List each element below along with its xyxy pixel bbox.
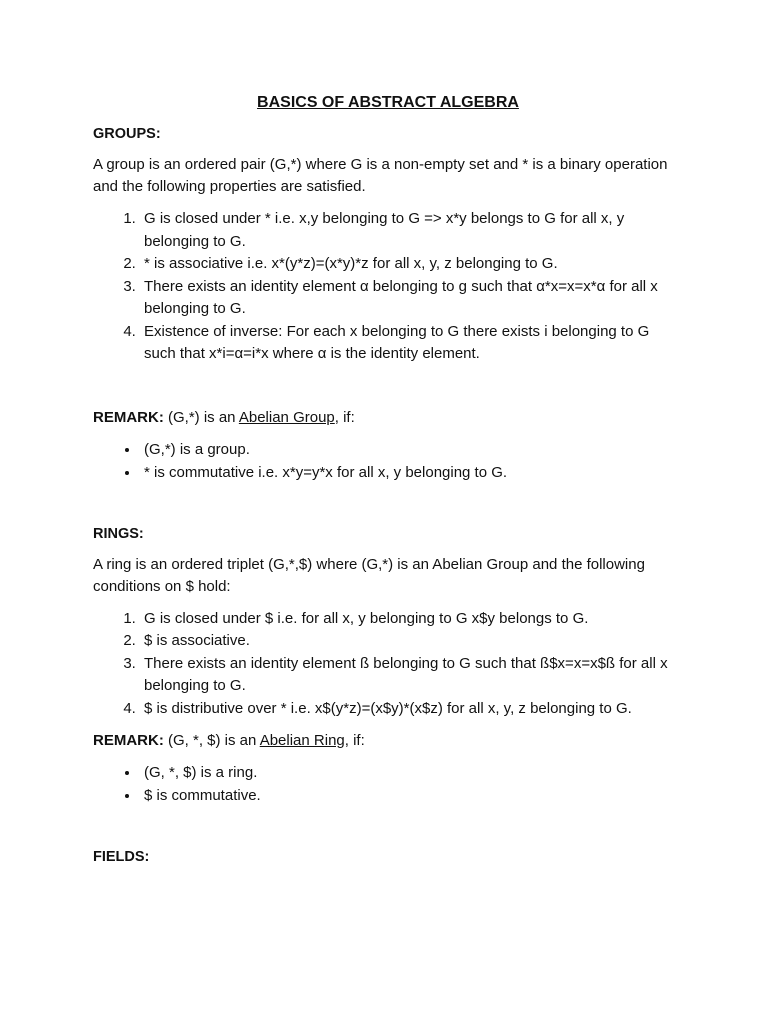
- groups-heading: GROUPS:: [93, 126, 161, 142]
- rings-heading: RINGS:: [93, 525, 144, 542]
- list-item: 2. * is associative i.e. x*(y*z)=(x*y)*z for all x, y, z belonging to G.: [140, 253, 683, 276]
- groups-intro: A group is an ordered pair (G,*) where G is a non-empty set and * is a binary operation and the following properties are satisfied.: [93, 156, 668, 195]
- remark-prefix: (G,*) is an: [163, 408, 239, 426]
- list-item: 1. G is closed under $ i.e. for all x, y belonging to G x$y belongs to G.: [140, 608, 683, 631]
- list-item: 4. Existence of inverse: For each x belonging to G there exists i belonging to G such that x*i=α=i*x where α is the identity element.: [140, 321, 683, 366]
- list-item: • $ is commutative.: [140, 784, 683, 807]
- rings-conditions-list: [93, 608, 683, 721]
- remark-suffix: , if:: [344, 732, 365, 749]
- list-item: 3. There exists an identity element ß belonging to G such that ß$x=x=x$ß for all x belonging to G.: [140, 653, 683, 698]
- remark-prefix: (G, *, $) is an: [163, 732, 260, 749]
- remark-suffix: , if:: [334, 408, 355, 426]
- abelian-ring-term: Abelian Ring: [259, 732, 345, 749]
- rings-intro: A ring is an ordered triplet (G,*,$) where (G,*) is an Abelian Group and the following conditions on $ hold:: [93, 555, 645, 595]
- remark-label: REMARK:: [93, 732, 164, 749]
- list-item: 4. $ is distributive over * i.e. x$(y*z)=(x$y)*(x$z) for all x, y, z belonging to G.: [140, 698, 683, 721]
- groups-properties-list: [93, 208, 683, 366]
- page-title: BASICS OF ABSTRACT ALGEBRA: [257, 94, 519, 111]
- fields-heading: FIELDS:: [93, 849, 150, 865]
- list-item: 3. There exists an identity element α belonging to g such that α*x=x=x*α for all x belonging to G.: [140, 276, 683, 321]
- list-item: • (G, *, $) is a ring.: [140, 761, 683, 784]
- abelian-group-term: Abelian Group: [238, 408, 335, 426]
- document-page: [93, 90, 683, 865]
- list-item: • * is commutative i.e. x*y=y*x for all x, y belonging to G.: [140, 461, 683, 484]
- groups-remark: [93, 407, 683, 429]
- abelian-ring-conditions: [93, 761, 683, 807]
- remark-label: REMARK:: [93, 408, 164, 426]
- list-item: • (G,*) is a group.: [140, 438, 683, 461]
- list-item: 1. G is closed under * i.e. x,y belonging to G => x*y belongs to G for all x, y belonging to G.: [140, 208, 683, 253]
- rings-remark: [93, 730, 683, 752]
- list-item: 2. $ is associative.: [140, 630, 683, 653]
- abelian-group-conditions: [93, 438, 683, 484]
